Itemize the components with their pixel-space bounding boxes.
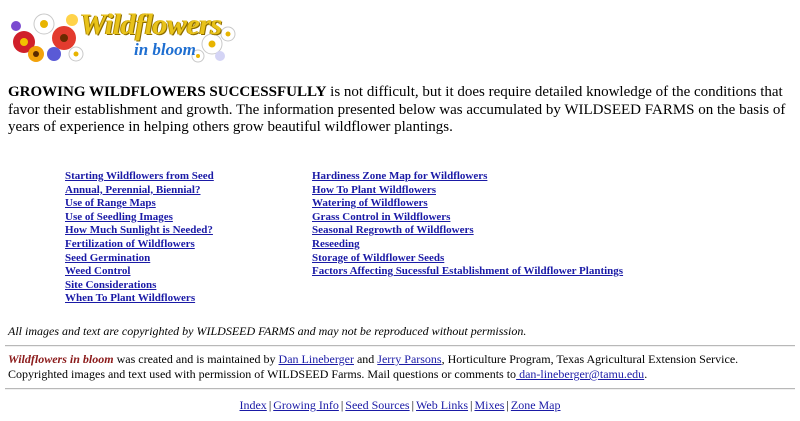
site-logo	[6, 4, 238, 66]
link-establishment-factors[interactable]: Factors Affecting Sucessful Establishment of Wildflower Plantings	[312, 265, 624, 278]
credits-paragraph	[8, 352, 792, 382]
nav-separator: |	[506, 398, 509, 412]
logo-title: Wildflowers	[80, 8, 222, 41]
author-link-lineberger[interactable]: Dan Lineberger	[278, 352, 354, 366]
link-weed-control[interactable]: Weed Control	[65, 265, 131, 278]
topic-links-left	[65, 170, 214, 306]
footer-link-web-links[interactable]: Web Links	[416, 398, 469, 412]
link-how-to-plant[interactable]: How To Plant Wildflowers	[312, 183, 436, 196]
intro-paragraph	[8, 84, 792, 137]
link-reseeding[interactable]: Reseeding	[312, 237, 360, 250]
credits-end: .	[644, 367, 648, 381]
intro-text: is not difficult, but it does require detailed knowledge of the conditions that favor their establishment and growth. The information presented below was accumulated by WILDSEED FARMS on the basis of years of experience in helping others grow beautiful wildflower plantings.	[8, 84, 786, 135]
credits-text-2: , Horticulture Program, Texas Agricultural Extension Service. Copyrighted images and text used with permission of WILDSEED Farms. Mail questions or comments to	[8, 352, 739, 381]
link-hardiness-zone-map[interactable]: Hardiness Zone Map for Wildflowers	[312, 170, 488, 182]
topic-links-right	[312, 170, 623, 279]
link-when-to-plant[interactable]: When To Plant Wildflowers	[65, 292, 196, 305]
link-seasonal-regrowth[interactable]: Seasonal Regrowth of Wildflowers	[312, 224, 474, 237]
footer-link-seed-sources[interactable]: Seed Sources	[345, 398, 410, 412]
credits-text: was created and is maintained by	[113, 352, 279, 366]
nav-separator: |	[340, 398, 344, 412]
footer-link-mixes[interactable]: Mixes	[474, 398, 505, 412]
nav-separator: |	[470, 398, 473, 412]
divider	[5, 388, 795, 390]
link-sunlight[interactable]: How Much Sunlight is Needed?	[65, 224, 213, 237]
credits-and: and	[353, 352, 378, 366]
link-fertilization[interactable]: Fertilization of Wildflowers	[65, 237, 195, 250]
divider	[5, 345, 795, 347]
footer-link-zone-map[interactable]: Zone Map	[510, 398, 561, 412]
author-link-parsons[interactable]: Jerry Parsons	[377, 352, 442, 366]
nav-separator: |	[268, 398, 272, 412]
copyright-notice: All images and text are copyrighted by WILDSEED FARMS and may not be reproduced without permission.	[8, 324, 527, 338]
link-seed-germination[interactable]: Seed Germination	[65, 251, 151, 264]
footer-nav	[0, 398, 800, 413]
credits-brand: Wildflowers in bloom	[8, 352, 114, 366]
link-site-considerations[interactable]: Site Considerations	[65, 278, 157, 291]
intro-lead: GROWING WILDFLOWERS SUCCESSFULLY	[8, 84, 327, 100]
logo-subtitle: in bloom	[134, 40, 196, 59]
link-seedling-images[interactable]: Use of Seedling Images	[65, 210, 173, 223]
footer-link-index[interactable]: Index	[239, 398, 267, 412]
link-range-maps[interactable]: Use of Range Maps	[65, 197, 156, 210]
nav-separator: |	[411, 398, 415, 412]
link-seed-storage[interactable]: Storage of Wildflower Seeds	[312, 251, 445, 264]
link-watering[interactable]: Watering of Wildflowers	[312, 197, 428, 210]
link-starting-from-seed[interactable]: Starting Wildflowers from Seed	[65, 170, 214, 182]
email-link[interactable]: dan-lineberger@tamu.edu	[516, 367, 645, 381]
footer-link-growing-info[interactable]: Growing Info	[273, 398, 339, 412]
link-annual-perennial-biennial[interactable]: Annual, Perennial, Biennial?	[65, 183, 201, 196]
link-grass-control[interactable]: Grass Control in Wildflowers	[312, 210, 451, 223]
